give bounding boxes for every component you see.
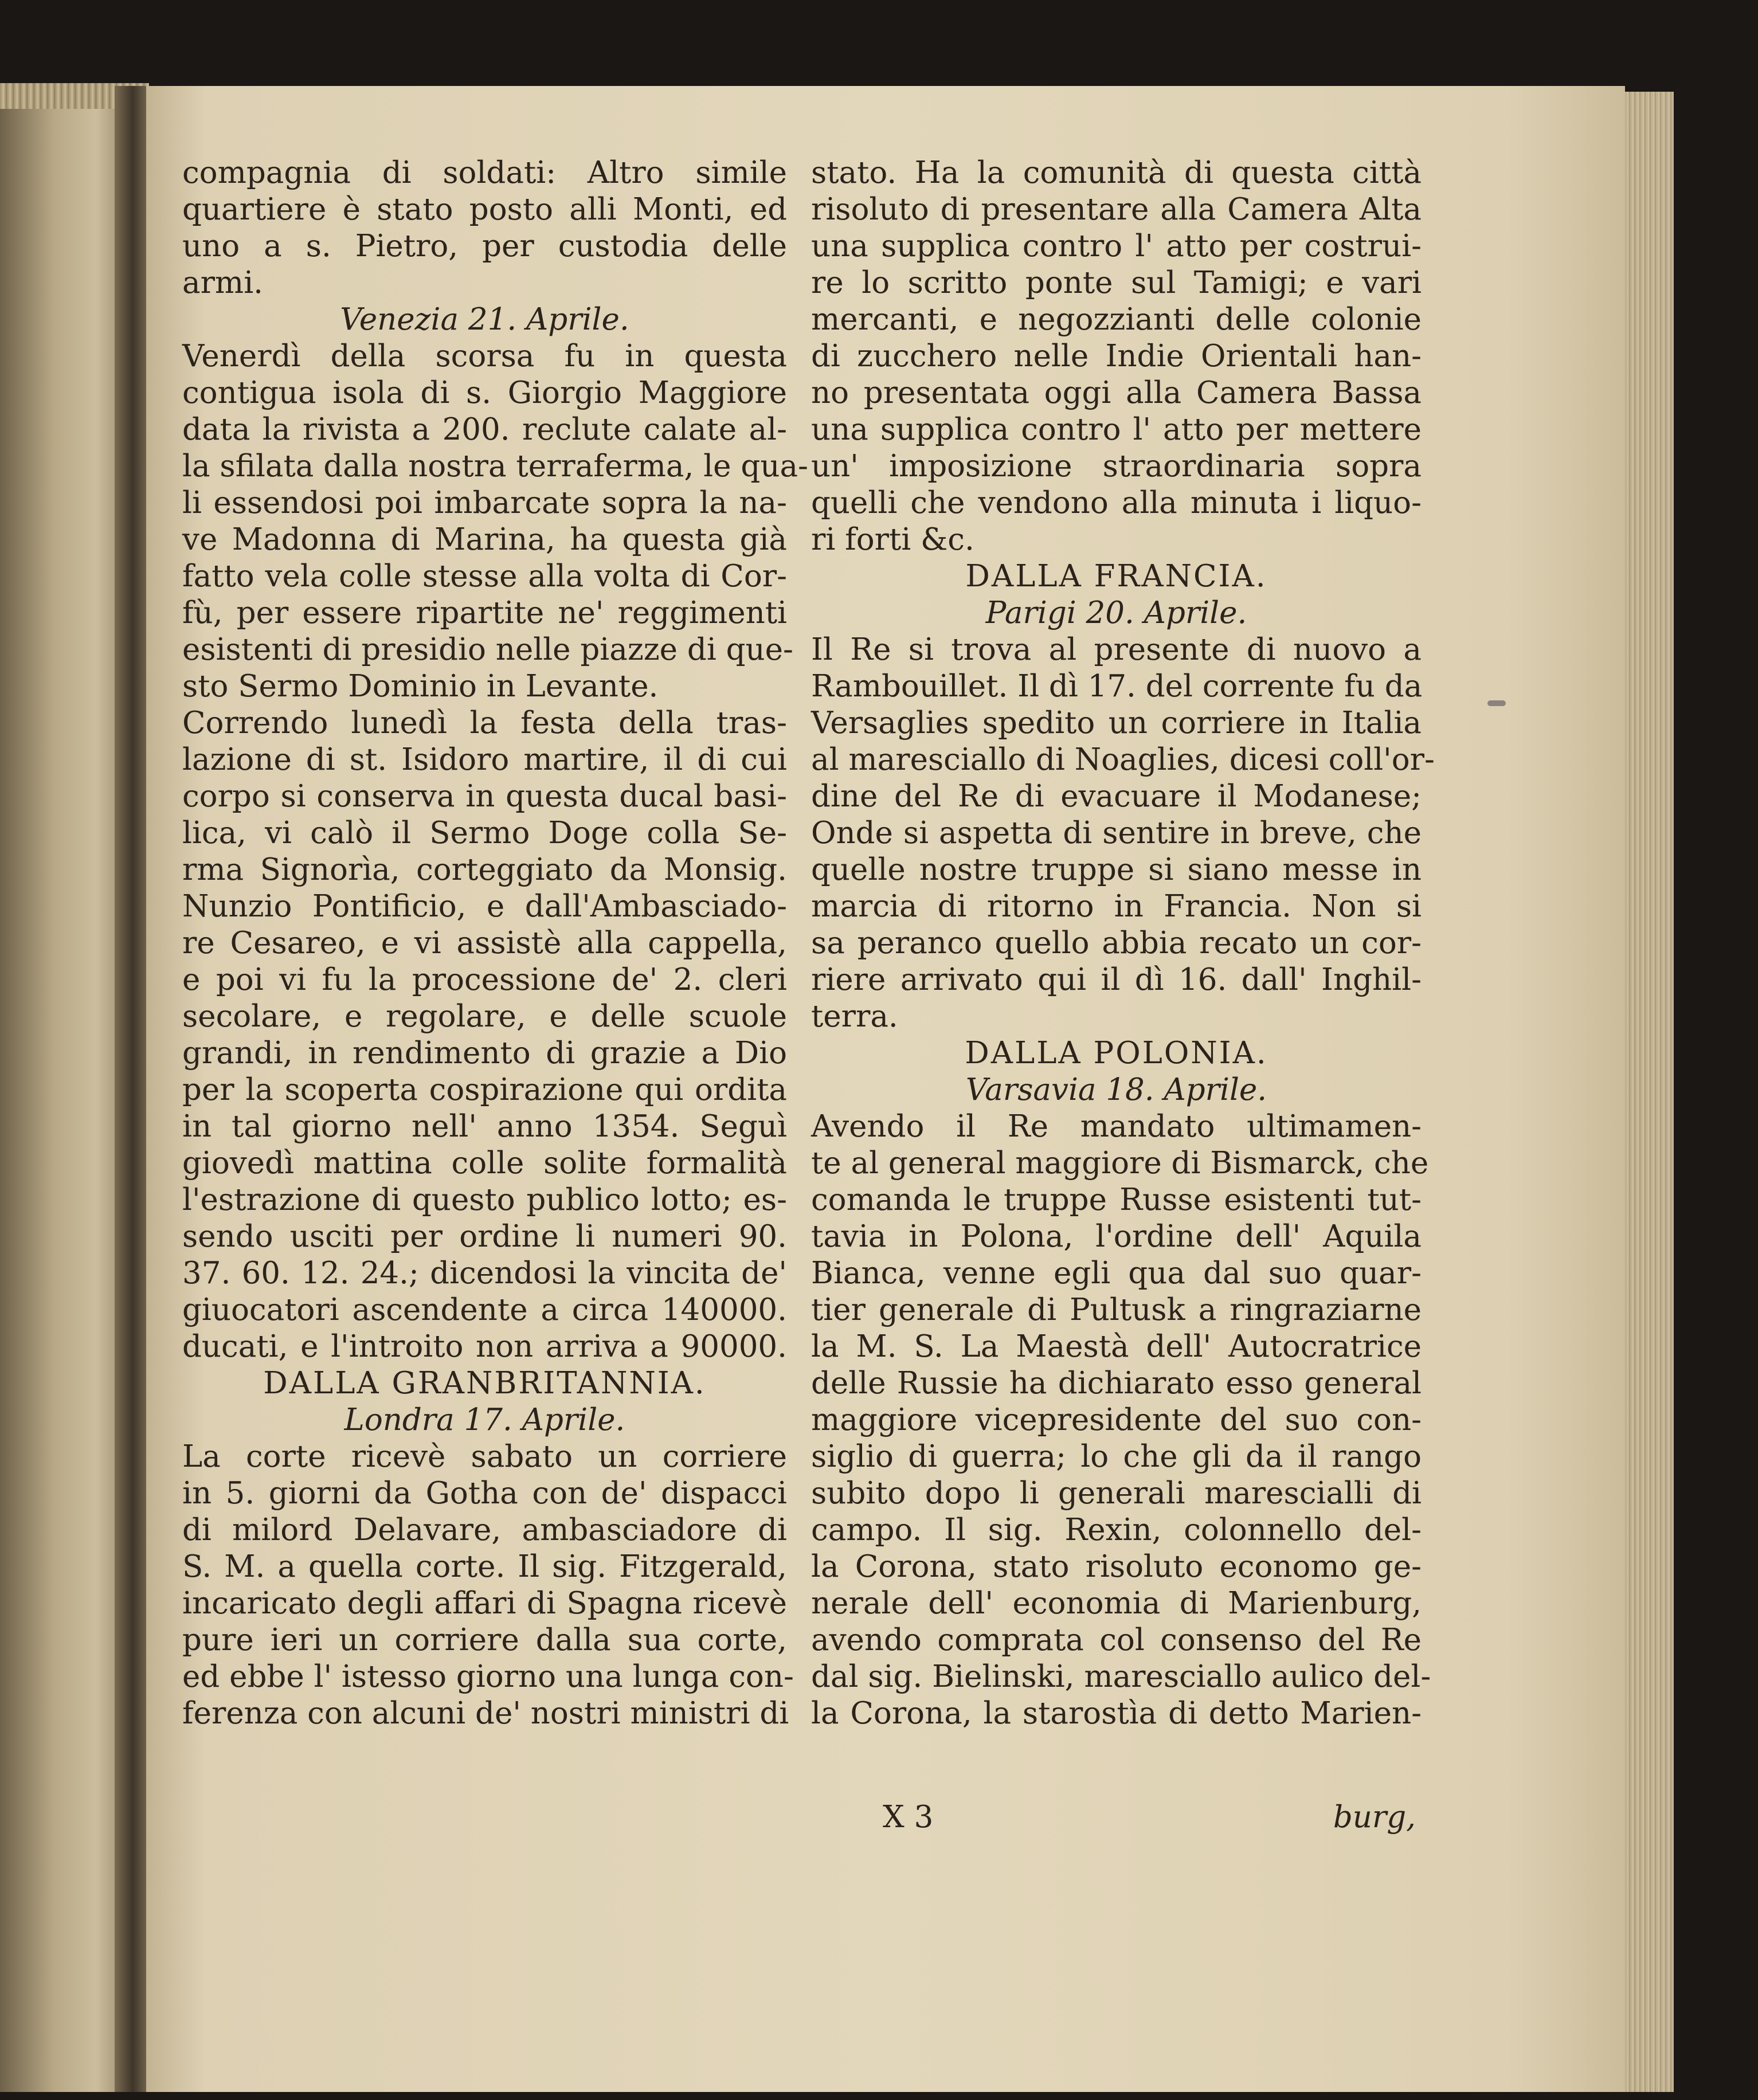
text-line: corpo si conserva in questa ducal basi-: [182, 779, 787, 814]
text-line: Bianca, venne egli qua dal suo quar-: [811, 1256, 1422, 1291]
text-line: una supplica contro l' atto per mettere: [811, 412, 1422, 447]
text-line: sa peranco quello abbia recato un cor-: [811, 926, 1422, 961]
text-line: Avendo il Re mandato ultimamen-: [811, 1109, 1422, 1144]
text-line: delle Russie ha dichiarato esso general: [811, 1366, 1422, 1401]
section-heading: DALLA FRANCIA.: [965, 559, 1267, 594]
text-line: al maresciallo di Noaglies, dicesi coll'or-: [811, 742, 1435, 777]
text-line: li essendosi poi imbarcate sopra la na-: [182, 485, 787, 520]
text-line: campo. Il sig. Rexin, colonnello del-: [811, 1513, 1422, 1547]
text-line: marcia di ritorno in Francia. Non si: [811, 889, 1422, 924]
dateline: Londra 17. Aprile.: [344, 1402, 625, 1437]
text-line: avendo comprata col consenso del Re: [811, 1623, 1422, 1658]
text-line: 37. 60. 12. 24.; dicendosi la vincita de': [182, 1256, 787, 1291]
dateline: Varsavia 18. Aprile.: [965, 1072, 1267, 1107]
text-line: compagnia di soldati: Altro simile: [182, 155, 787, 190]
text-line: l'estrazione di questo publico lotto; es-: [182, 1182, 787, 1217]
text-line: di zucchero nelle Indie Orientali han-: [811, 339, 1422, 374]
text-line: grandi, in rendimento di grazie a Dio: [182, 1036, 787, 1071]
signature-mark: X 3: [883, 1800, 934, 1835]
text-line: Rambouillet. Il dì 17. del corrente fu da: [811, 669, 1423, 704]
text-line: nerale dell' economia di Marienburg,: [811, 1586, 1422, 1621]
catchword: burg,: [1333, 1800, 1416, 1835]
text-line: giovedì mattina colle solite formalità: [182, 1146, 787, 1181]
right-column: [811, 155, 1435, 1732]
text-line: terra.: [811, 999, 898, 1034]
text-line: secolare, e regolare, e delle scuole: [182, 999, 787, 1034]
text-line: Il Re si trova al presente di nuovo a: [811, 632, 1422, 667]
text-line: la sfilata dalla nostra terraferma, le qua-: [182, 449, 808, 484]
section-heading: DALLA POLONIA.: [965, 1036, 1268, 1071]
text-line: ferenza con alcuni de' nostri ministri di: [182, 1696, 789, 1731]
text-line: sendo usciti per ordine li numeri 90.: [182, 1219, 787, 1254]
text-line: comanda le truppe Russe esistenti tut-: [811, 1182, 1422, 1217]
text-line: sto Sermo Dominio in Levante.: [182, 669, 659, 704]
dateline: Parigi 20. Aprile.: [985, 595, 1247, 630]
page-footer: [883, 1800, 1416, 1840]
text-line: uno a s. Pietro, per custodia delle: [182, 229, 787, 264]
text-line: data la rivista a 200. reclute calate al-: [182, 412, 787, 447]
text-line: pure ieri un corriere dalla sua corte,: [182, 1623, 787, 1658]
text-line: Versaglies spedito un corriere in Italia: [811, 706, 1422, 741]
text-line: subito dopo li generali marescialli di: [811, 1476, 1422, 1511]
left-column: [182, 155, 808, 1732]
dateline: Venezia 21. Aprile.: [340, 302, 629, 337]
text-line: e poi vi fu la processione de' 2. cleri: [182, 962, 787, 997]
text-line: riere arrivato qui il dì 16. dall' Inghil-: [811, 962, 1422, 997]
text-line: maggiore vicepresidente del suo con-: [811, 1402, 1422, 1437]
text-line: fatto vela colle stesse alla volta di Cor-: [182, 559, 787, 594]
text-line: te al general maggiore di Bismarck, che: [811, 1146, 1429, 1181]
text-line: rma Signorìa, corteggiato da Monsig.: [182, 852, 787, 887]
text-line: giuocatori ascendente a circa 140000.: [182, 1292, 787, 1327]
text-line: incaricato degli affari di Spagna ricevè: [182, 1586, 787, 1621]
text-line: Onde si aspetta di sentire in breve, che: [811, 816, 1422, 851]
text-line: no presentata oggi alla Camera Bassa: [811, 375, 1422, 410]
text-line: ve Madonna di Marina, ha questa già: [182, 522, 787, 557]
text-line: dal sig. Bielinski, maresciallo aulico del-: [811, 1659, 1431, 1694]
text-line: di milord Delavare, ambasciadore di: [182, 1513, 787, 1547]
text-line: Correndo lunedì la festa della tras-: [182, 706, 787, 741]
text-line: tavia in Polona, l'ordine dell' Aquila: [811, 1219, 1422, 1254]
text-line: una supplica contro l' atto per costrui-: [811, 229, 1422, 264]
text-line: armi.: [182, 265, 263, 300]
text-line: ri forti &c.: [811, 522, 974, 557]
text-line: lazione di st. Isidoro martire, il di cui: [182, 742, 787, 777]
text-line: in 5. giorni da Gotha con de' dispacci: [182, 1476, 787, 1511]
text-line: esistenti di presidio nelle piazze di que-: [182, 632, 793, 667]
text-line: stato. Ha la comunità di questa città: [811, 155, 1422, 190]
text-line: per la scoperta cospirazione qui ordita: [182, 1072, 787, 1107]
text-line: dine del Re di evacuare il Modanese;: [811, 779, 1422, 814]
text-line: quelli che vendono alla minuta i liquo-: [811, 485, 1422, 520]
text-line: tier generale di Pultusk a ringraziarne: [811, 1292, 1422, 1327]
section-heading: DALLA GRANBRITANNIA.: [263, 1366, 706, 1401]
text-line: contigua isola di s. Giorgio Maggiore: [182, 375, 787, 410]
text-line: ed ebbe l' istesso giorno una lunga con-: [182, 1659, 794, 1694]
text-line: Venerdì della scorsa fu in questa: [182, 339, 787, 374]
text-line: quelle nostre truppe si siano messe in: [811, 852, 1422, 887]
ink-smudge: [1487, 700, 1506, 706]
text-line: la M. S. La Maestà dell' Autocratrice: [811, 1329, 1422, 1364]
text-line: re lo scritto ponte sul Tamigi; e vari: [811, 265, 1422, 300]
text-line: lica, vi calò il Sermo Doge colla Se-: [182, 816, 787, 851]
text-line: re Cesareo, e vi assistè alla cappella,: [182, 926, 787, 961]
text-line: Nunzio Pontificio, e dall'Ambasciado-: [182, 889, 787, 924]
left-page-edge: [0, 86, 120, 2092]
text-line: siglio di guerra; lo che gli da il rango: [811, 1439, 1422, 1474]
text-line: fù, per essere ripartite ne' reggimenti: [182, 595, 787, 630]
text-line: in tal giorno nell' anno 1354. Seguì: [182, 1109, 787, 1144]
text-line: risoluto di presentare alla Camera Alta: [811, 192, 1422, 227]
text-line: La corte ricevè sabato un corriere: [182, 1439, 787, 1474]
text-line: la Corona, la starostìa di detto Marien-: [811, 1696, 1422, 1731]
text-line: ducati, e l'introito non arriva a 90000.: [182, 1329, 787, 1364]
text-line: S. M. a quella corte. Il sig. Fitzgerald,: [182, 1549, 787, 1584]
text-line: la Corona, stato risoluto economo ge-: [811, 1549, 1422, 1584]
text-line: mercanti, e negozzianti delle colonie: [811, 302, 1422, 337]
text-line: quartiere è stato posto alli Monti, ed: [182, 192, 787, 227]
text-line: un' imposizione straordinaria sopra: [811, 449, 1422, 484]
